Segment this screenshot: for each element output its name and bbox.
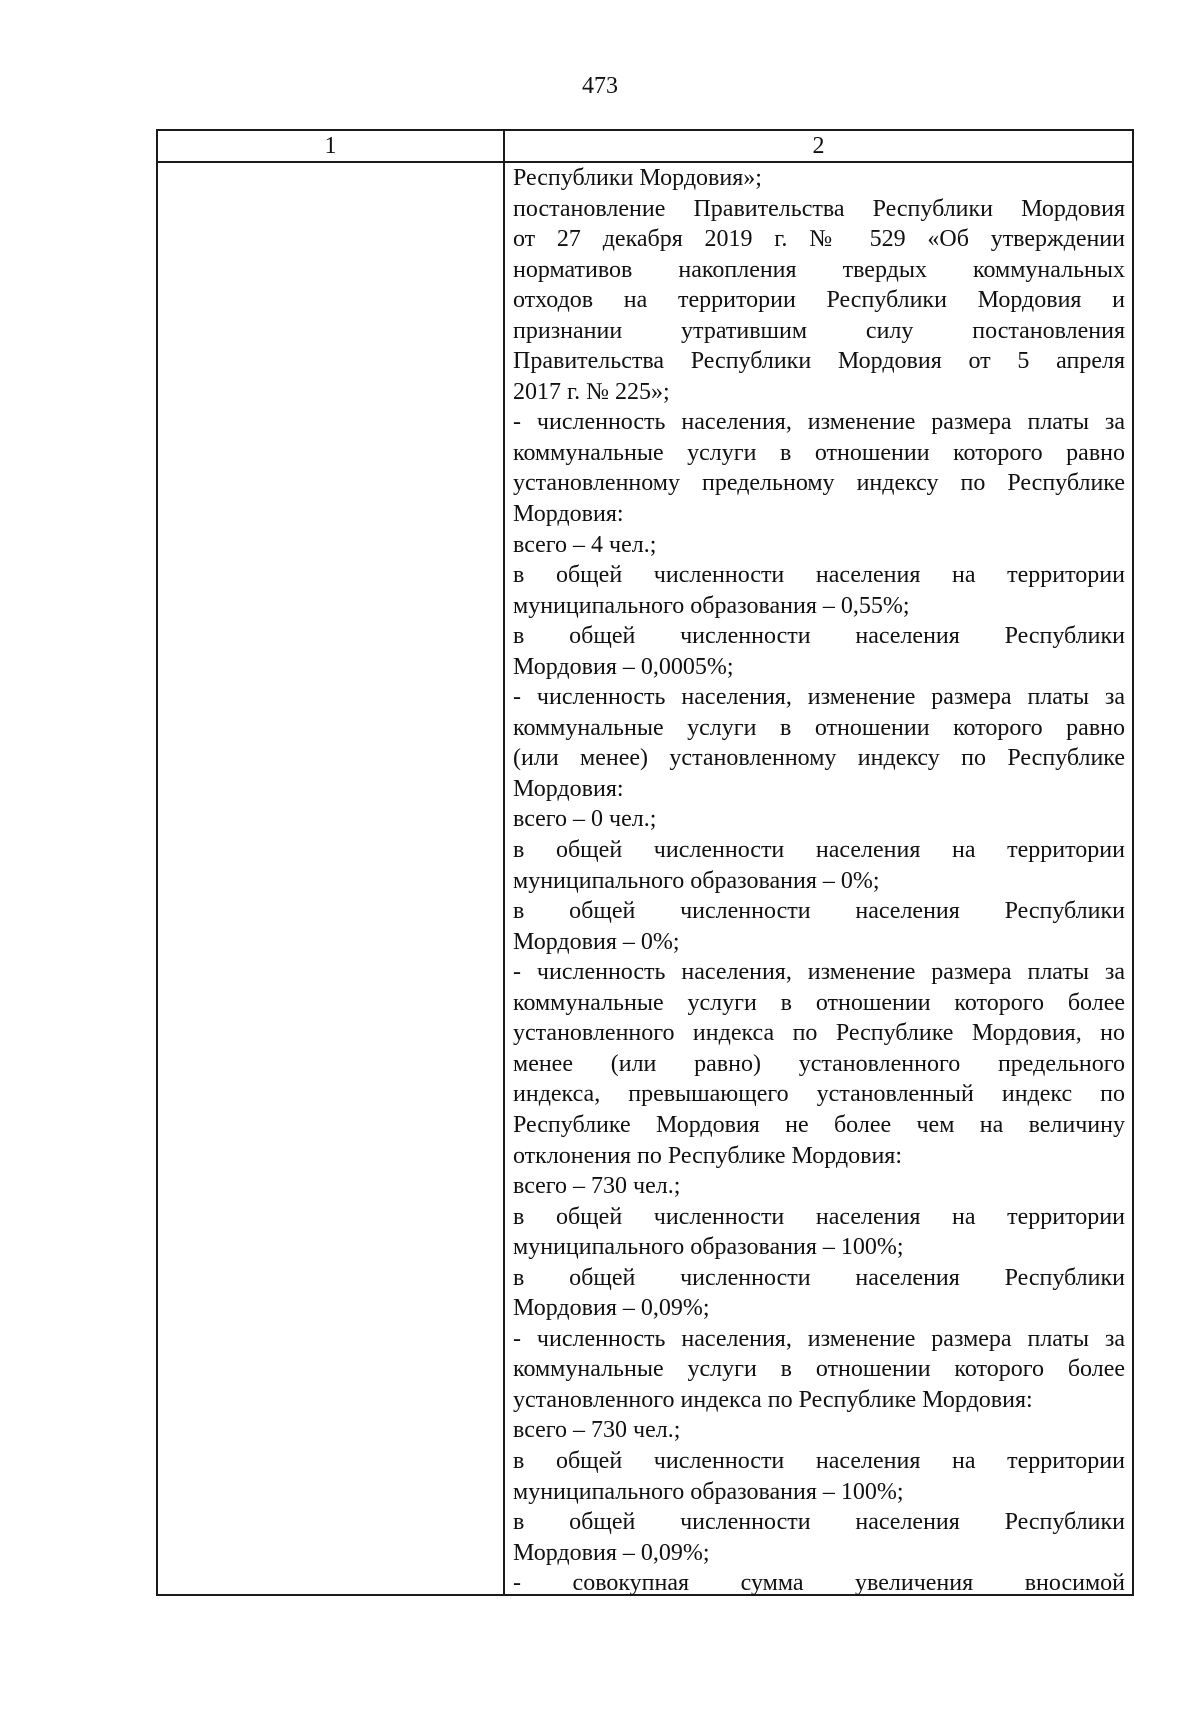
text-line: муниципального образования – 0%;: [513, 867, 880, 894]
table-cell-column-2: [513, 163, 1125, 1599]
text-line: - численность населения, изменение размера платы за: [513, 959, 1125, 986]
text-line: всего – 730 чел.;: [513, 1417, 681, 1444]
text-line: Мордовия – 0,09%;: [513, 1539, 710, 1566]
text-line: в общей численности населения на территории: [513, 1203, 1125, 1230]
column-divider: [503, 131, 505, 1594]
text-line: Мордовия – 0%;: [513, 928, 680, 955]
column-header-2: 2: [812, 133, 825, 159]
text-line: от 27 декабря 2019 г. № 529 «Об утверждении: [513, 226, 1125, 253]
text-line: установленного индекса по Республике Мордовия:: [513, 1386, 1033, 1413]
text-line: в общей численности населения Республики: [513, 1509, 1125, 1536]
text-line: постановление Правительства Республики Мордовия: [513, 195, 1125, 222]
text-line: коммунальные услуги в отношении которого более: [513, 989, 1125, 1016]
text-line: Мордовия – 0,0005%;: [513, 653, 734, 680]
text-line: отходов на территории Республики Мордовия и: [513, 287, 1125, 314]
text-line: всего – 4 чел.;: [513, 531, 657, 558]
text-line: всего – 0 чел.;: [513, 806, 657, 833]
text-line: 2017 г. № 225»;: [513, 378, 670, 405]
text-line: в общей численности населения Республики: [513, 623, 1125, 650]
page-number: 473: [582, 73, 618, 99]
text-line: установленного индекса по Республике Мордовия, но: [513, 1020, 1125, 1047]
text-line: - совокупная сумма увеличения вносимой: [513, 1570, 1125, 1597]
text-line: признании утратившим силу постановления: [513, 317, 1125, 344]
column-header-1: 1: [324, 133, 337, 159]
text-line: в общей численности населения Республики: [513, 898, 1125, 925]
text-line: - численность населения, изменение размера платы за: [513, 1325, 1125, 1352]
text-line: муниципального образования – 0,55%;: [513, 592, 910, 619]
text-line: всего – 730 чел.;: [513, 1173, 681, 1200]
text-line: коммунальные услуги в отношении которого равно: [513, 714, 1125, 741]
text-line: - численность населения, изменение размера платы за: [513, 409, 1125, 436]
text-line: Правительства Республики Мордовия от 5 апреля: [513, 348, 1125, 375]
text-line: муниципального образования – 100%;: [513, 1234, 904, 1261]
text-line: Мордовия – 0,09%;: [513, 1295, 710, 1322]
text-line: в общей численности населения на территории: [513, 562, 1125, 589]
text-line: нормативов накопления твердых коммунальных: [513, 256, 1125, 283]
text-line: в общей численности населения на территории: [513, 1447, 1125, 1474]
text-line: индекса, превышающего установленный индекс по: [513, 1081, 1125, 1108]
text-line: коммунальные услуги в отношении которого равно: [513, 439, 1125, 466]
text-line: менее (или равно) установленного предельного: [513, 1050, 1125, 1077]
text-line: - численность населения, изменение размера платы за: [513, 684, 1125, 711]
text-line: Республики Мордовия»;: [513, 165, 762, 191]
text-line: в общей численности населения Республики: [513, 1264, 1125, 1291]
text-line: Мордовия:: [513, 501, 624, 528]
text-line: Республике Мордовия не более чем на величину: [513, 1111, 1125, 1138]
text-line: муниципального образования – 100%;: [513, 1478, 904, 1505]
text-line: в общей численности населения на территории: [513, 837, 1125, 864]
text-line: (или менее) установленному индексу по Республике: [513, 745, 1125, 772]
text-line: установленному предельному индексу по Республике: [513, 470, 1125, 497]
text-line: отклонения по Республике Мордовия:: [513, 1142, 903, 1169]
document-table: [156, 129, 1134, 1596]
text-line: Мордовия:: [513, 775, 624, 802]
text-line: коммунальные услуги в отношении которого более: [513, 1356, 1125, 1383]
